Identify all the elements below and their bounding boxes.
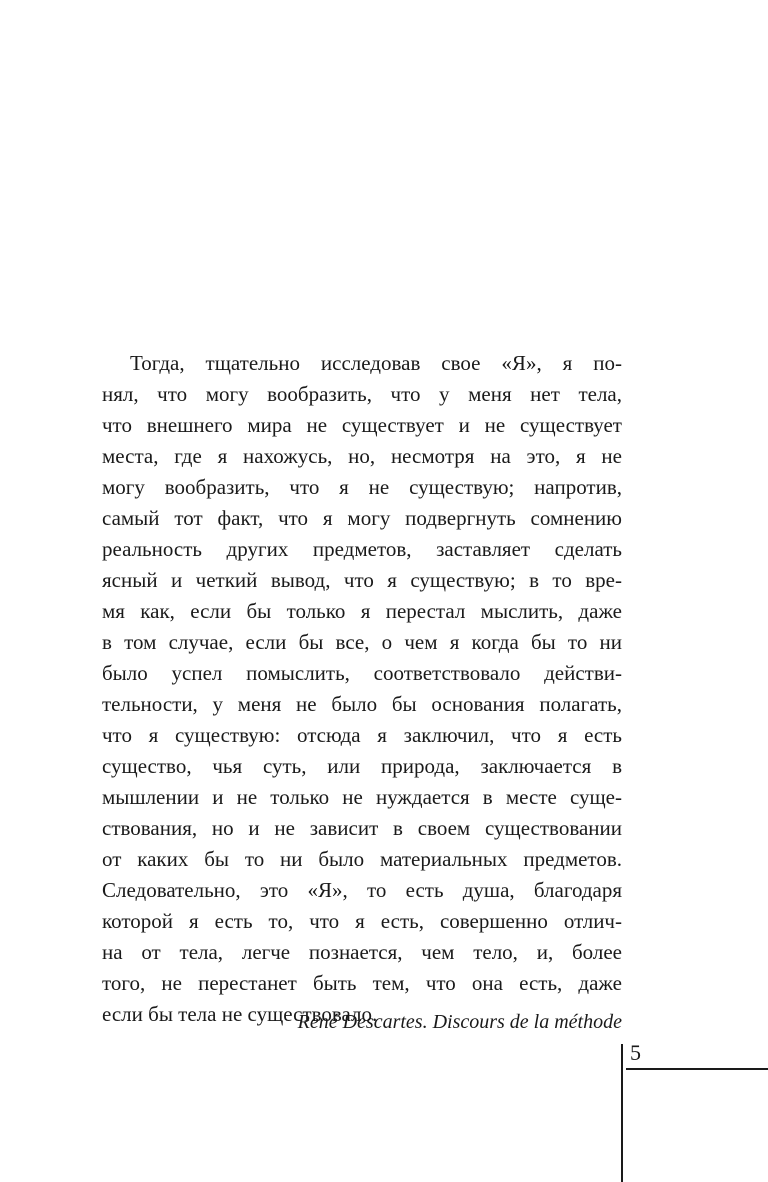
quote-line: на от тела, легче познается, чем тело, и, более	[102, 940, 622, 964]
quote-line: если бы тела не существовало.	[102, 1002, 378, 1026]
quote-line: самый тот факт, что я могу подвергнуть сомнению	[102, 506, 622, 530]
page-number: 5	[630, 1040, 641, 1065]
quote-line: которой я есть то, что я есть, совершенно отлич-	[102, 909, 622, 933]
quote-line: что я существую: отсюда я заключил, что я есть	[102, 723, 622, 747]
quote-line: было успел помыслить, соответствовало действи-	[102, 661, 622, 685]
quote-line: того, не перестанет быть тем, что она есть, даже	[102, 971, 622, 995]
folio-horizontal-rule	[626, 1068, 768, 1070]
quote-line: нял, что могу вообразить, что у меня нет тела,	[102, 382, 622, 406]
quote-line: существо, чья суть, или природа, заключается в	[102, 754, 622, 778]
quote-line: мя как, если бы только я перестал мыслить, даже	[102, 599, 622, 623]
quote-line: Следовательно, это «Я», то есть душа, благодаря	[102, 878, 622, 902]
quote-line: тельности, у меня не было бы основания полагать,	[102, 692, 622, 716]
quote-attribution: René Descartes. Discours de la méthode	[297, 1011, 622, 1033]
epigraph-quote	[102, 348, 622, 1030]
quote-line: от каких бы то ни было материальных предметов.	[102, 847, 622, 871]
folio-vertical-rule	[621, 1044, 623, 1182]
quote-line: реальность других предметов, заставляет сделать	[102, 537, 622, 561]
quote-line: в том случае, если бы все, о чем я когда бы то ни	[102, 630, 622, 654]
quote-line: мышлении и не только не нуждается в месте суще-	[102, 785, 622, 809]
quote-line: ствования, но и не зависит в своем существовании	[102, 816, 622, 840]
quote-line: Тогда, тщательно исследовав свое «Я», я по-	[130, 351, 622, 375]
quote-line: могу вообразить, что я не существую; напротив,	[102, 475, 622, 499]
quote-line: что внешнего мира не существует и не существует	[102, 413, 622, 437]
quote-line: места, где я нахожусь, но, несмотря на это, я не	[102, 444, 622, 468]
quote-line: ясный и четкий вывод, что я существую; в то вре-	[102, 568, 622, 592]
